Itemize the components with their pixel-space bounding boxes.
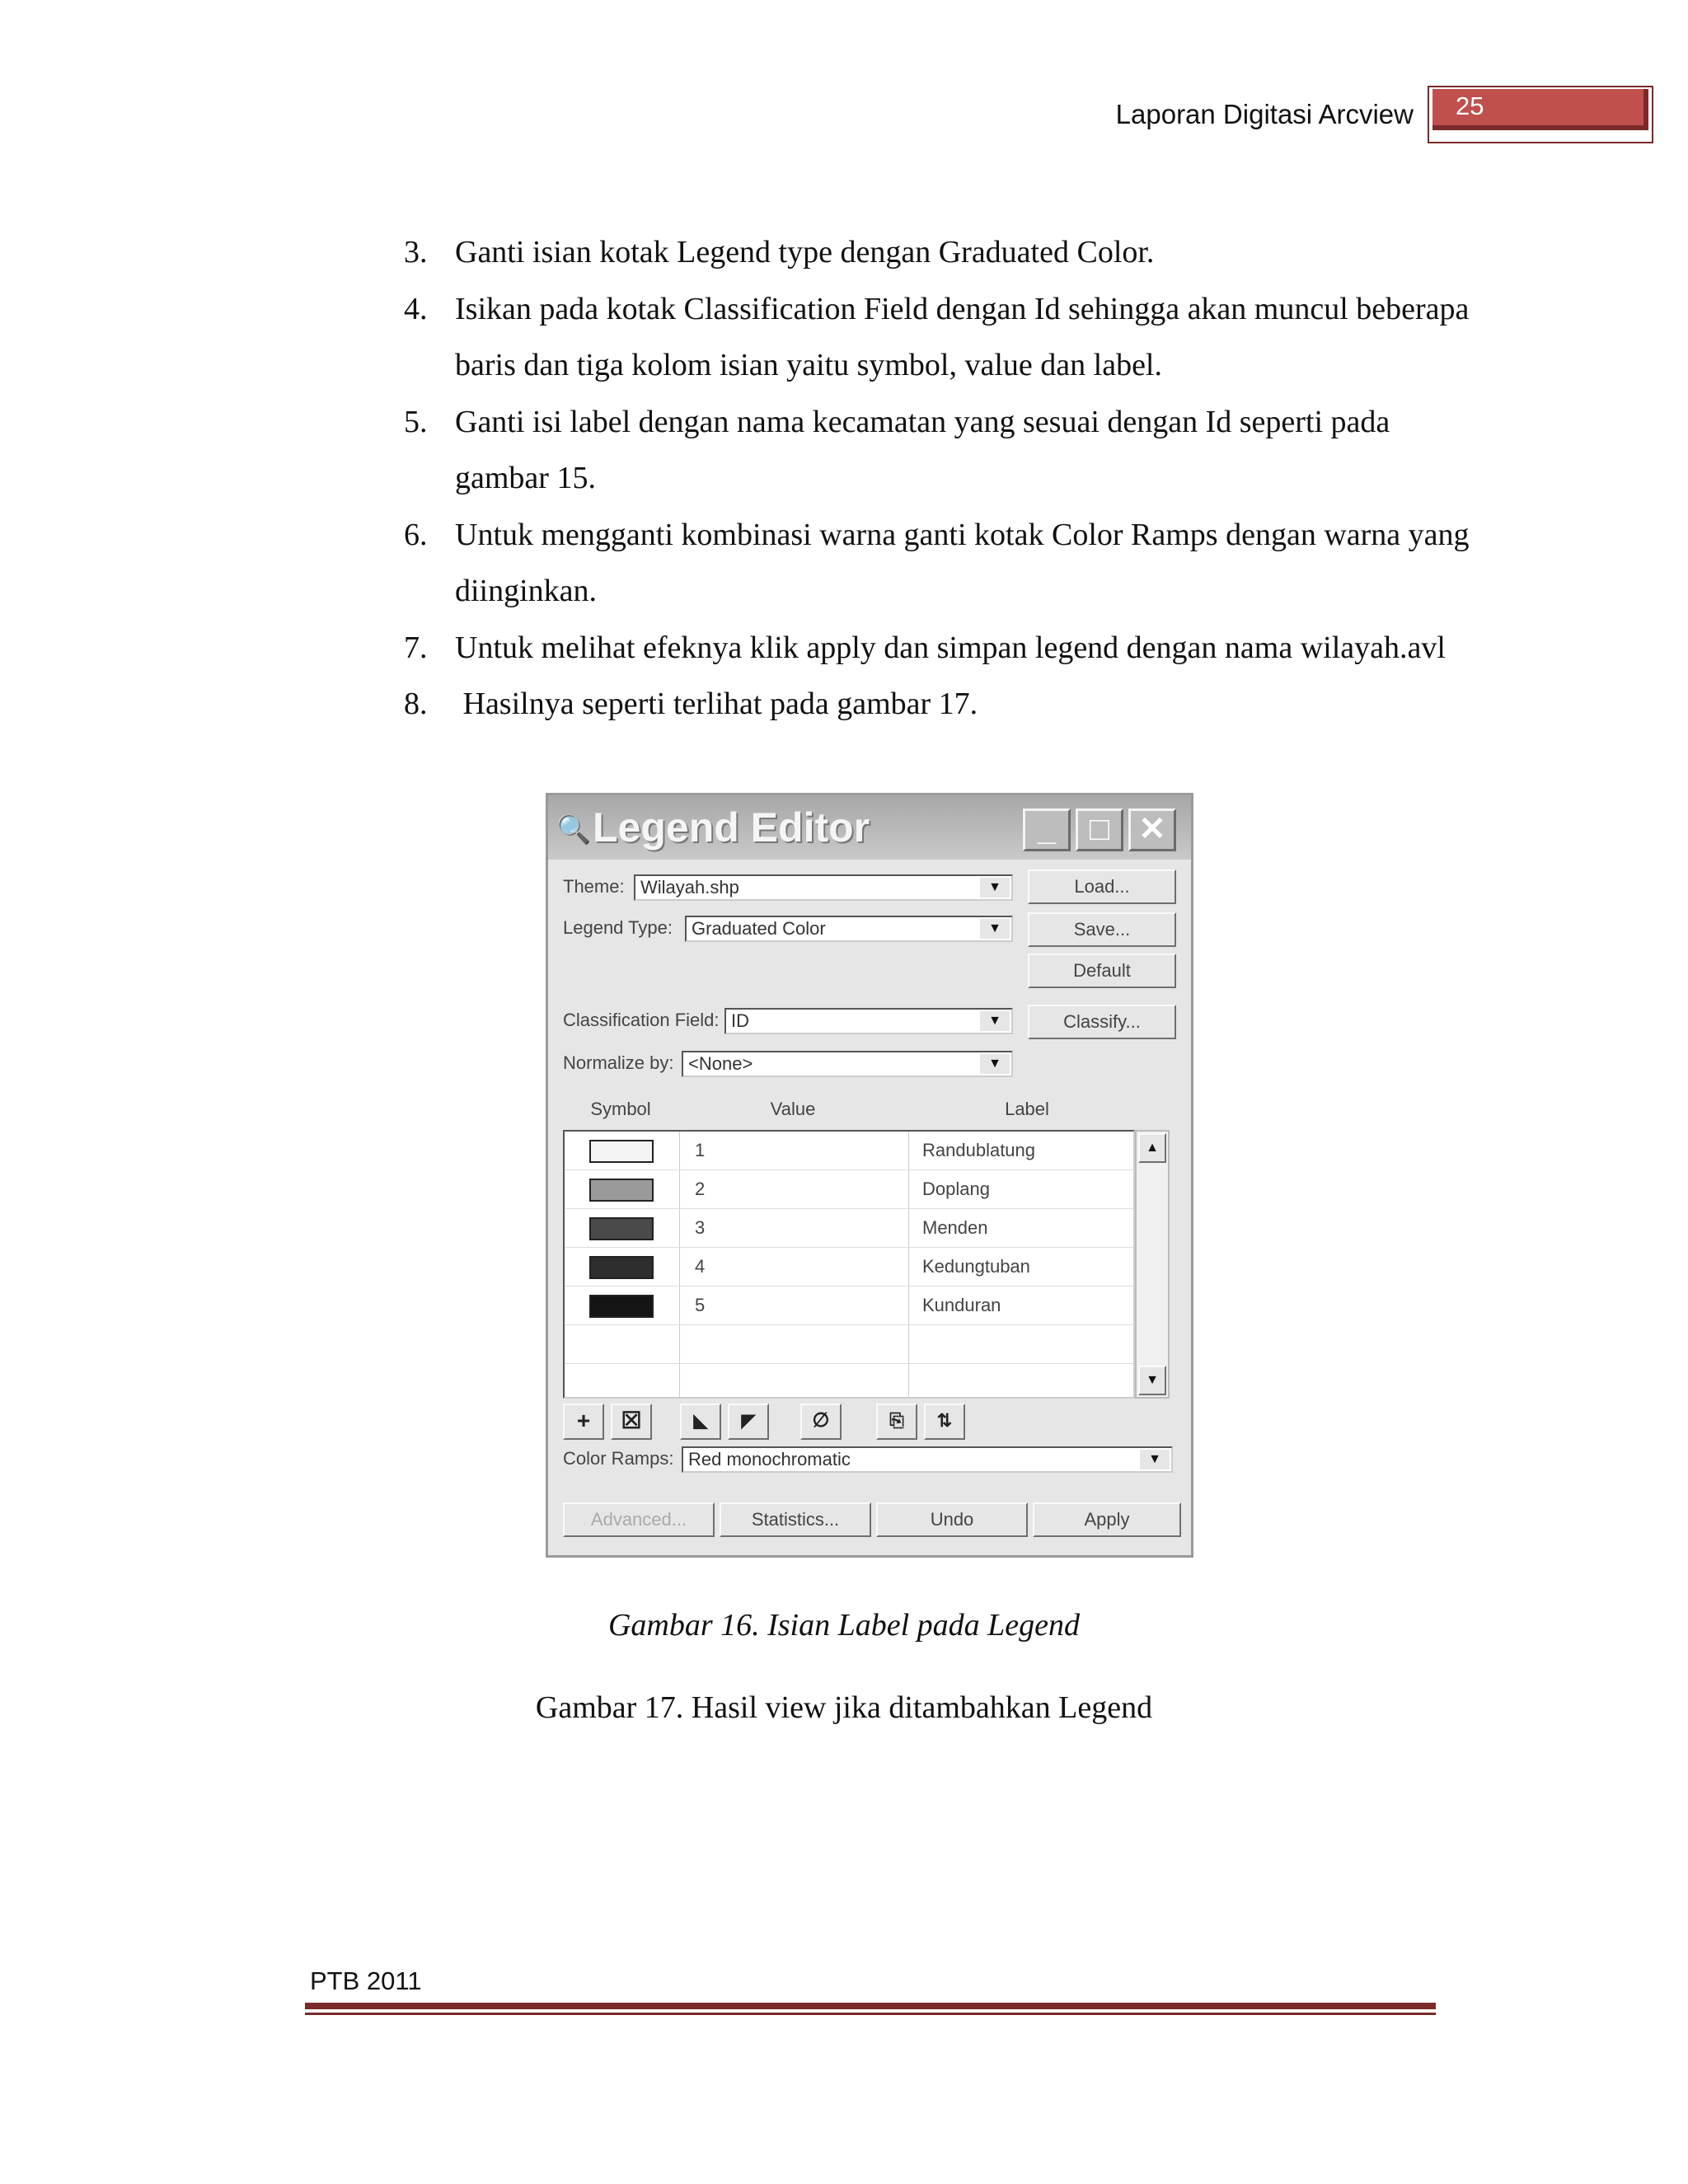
legend-editor-icon: 🔍 [556,814,592,846]
scroll-up-icon[interactable]: ▲ [1138,1133,1166,1163]
sort-descending-icon[interactable]: ◤ [728,1404,769,1440]
dialog-title: Legend Editor [593,804,870,851]
step-item [404,620,1475,677]
minimize-icon[interactable]: _ [1023,808,1071,851]
label-cell[interactable]: Menden [922,1217,988,1238]
step-number: 8. [404,687,428,721]
step-text: Ganti isian kotak Legend type dengan Graduated Color. [455,235,1155,269]
theme-value: Wilayah.shp [640,877,739,898]
classify-button[interactable]: Classify... [1028,1005,1176,1039]
symbol-cell[interactable] [565,1209,680,1247]
legend-type-value: Graduated Color [692,918,826,939]
legend-type-select[interactable] [685,916,1013,942]
label-cell[interactable]: Kunduran [922,1295,1001,1315]
step-item [404,507,1475,620]
label-cell[interactable]: Randublatung [922,1140,1036,1160]
table-row[interactable] [565,1170,1133,1209]
color-ramps-select[interactable] [682,1446,1173,1473]
step-text: Untuk melihat efeknya klik apply dan simpan legend dengan nama wilayah.avl [455,630,1446,665]
column-header-symbol[interactable]: Symbol [590,1099,651,1119]
undo-button[interactable]: Undo [876,1502,1028,1537]
footer-rule-thin [305,2013,1436,2015]
step-item [404,394,1475,507]
step-number: 7. [404,630,428,665]
legend-type-label: Legend Type: [563,917,673,938]
value-cell[interactable]: 1 [680,1132,909,1169]
classification-field-select[interactable] [724,1008,1013,1034]
normalize-by-value: <None> [688,1053,753,1074]
step-number: 5. [404,404,428,439]
column-header-label[interactable]: Label [1005,1099,1049,1119]
step-text: Isikan pada kotak Classification Field dengan Id sehingga akan muncul beberapa baris dan tiga kolom isian yaitu symbol, value dan label. [455,291,1470,382]
advanced-button[interactable]: Advanced... [563,1502,715,1537]
dialog-titlebar[interactable] [548,795,1191,860]
step-item [404,224,1475,281]
symbol-cell[interactable] [565,1170,680,1208]
step-text: Ganti isi label dengan nama kecamatan yang sesuai dengan Id seperti pada gambar 15. [455,404,1390,495]
chevron-down-icon[interactable]: ▼ [980,919,1010,939]
table-row-empty[interactable] [565,1325,1133,1364]
scroll-down-icon[interactable]: ▼ [1138,1366,1166,1395]
step-item [404,281,1475,394]
load-button[interactable]: Load... [1028,869,1176,904]
step-number: 6. [404,517,428,552]
add-row-icon[interactable]: + [563,1404,604,1440]
footer-rule [305,2003,1436,2009]
table-row[interactable] [565,1132,1133,1170]
delete-row-icon[interactable]: ☒ [611,1404,652,1440]
chevron-down-icon[interactable]: ▼ [1140,1450,1170,1469]
column-header-value[interactable]: Value [770,1099,816,1119]
classification-field-label: Classification Field: [563,1010,720,1030]
symbol-swatch[interactable] [589,1217,654,1240]
theme-label: Theme: [563,876,625,897]
symbol-swatch[interactable] [589,1179,654,1202]
symbol-swatch[interactable] [589,1140,654,1163]
maximize-icon[interactable]: □ [1076,808,1123,851]
color-ramps-label: Color Ramps: [563,1448,674,1469]
copy-symbol-icon[interactable]: ⎘ [876,1404,917,1440]
chevron-down-icon[interactable]: ▼ [980,1011,1010,1031]
table-row-empty[interactable] [565,1364,1133,1397]
step-number: 4. [404,291,428,326]
value-cell[interactable]: 2 [680,1170,909,1208]
symbol-cell[interactable] [565,1132,680,1169]
close-icon[interactable]: ✕ [1128,808,1176,851]
null-value-icon[interactable]: ∅ [800,1404,842,1440]
legend-editor-dialog [546,793,1193,1558]
theme-select[interactable] [634,874,1013,901]
classification-field-value: ID [731,1010,749,1031]
header-title: Laporan Digitasi Arcview [1115,99,1414,129]
step-text: Untuk mengganti kombinasi warna ganti kotak Color Ramps dengan warna yang diinginkan. [455,517,1470,608]
step-number: 3. [404,235,428,269]
default-button[interactable]: Default [1028,954,1176,988]
table-row[interactable] [565,1209,1133,1248]
legend-grid [563,1130,1135,1399]
figure-16-caption: Gambar 16. Isian Label pada Legend [607,1608,1081,1643]
normalize-by-label: Normalize by: [563,1052,674,1073]
table-row[interactable] [565,1286,1133,1325]
step-text: Hasilnya seperti terlihat pada gambar 17. [455,687,978,721]
symbol-swatch[interactable] [589,1295,654,1318]
apply-button[interactable]: Apply [1033,1502,1181,1537]
statistics-button[interactable]: Statistics... [720,1502,871,1537]
steps-list [404,224,1475,733]
table-row[interactable] [565,1248,1133,1286]
value-cell[interactable]: 4 [680,1248,909,1286]
grid-scrollbar[interactable] [1135,1130,1170,1399]
footer-text: PTB 2011 [310,1966,422,1995]
sort-ascending-icon[interactable]: ◣ [680,1404,721,1440]
normalize-by-select[interactable] [682,1051,1013,1077]
flip-symbols-icon[interactable]: ⇅ [924,1404,965,1440]
chevron-down-icon[interactable]: ▼ [980,878,1010,898]
value-cell[interactable]: 3 [680,1209,909,1247]
value-cell[interactable]: 5 [680,1286,909,1324]
label-cell[interactable]: Doplang [922,1179,990,1199]
label-cell[interactable]: Kedungtuban [922,1256,1030,1277]
figure-17-caption: Gambar 17. Hasil view jika ditambahkan Legend [535,1690,1153,1725]
chevron-down-icon[interactable]: ▼ [980,1054,1010,1074]
page-number-badge: 25 [1432,89,1648,130]
step-item [404,676,1475,733]
symbol-cell[interactable] [565,1286,680,1324]
symbol-swatch[interactable] [589,1256,654,1279]
save-button[interactable]: Save... [1028,912,1176,947]
symbol-cell[interactable] [565,1248,680,1286]
color-ramps-value: Red monochromatic [688,1449,851,1469]
